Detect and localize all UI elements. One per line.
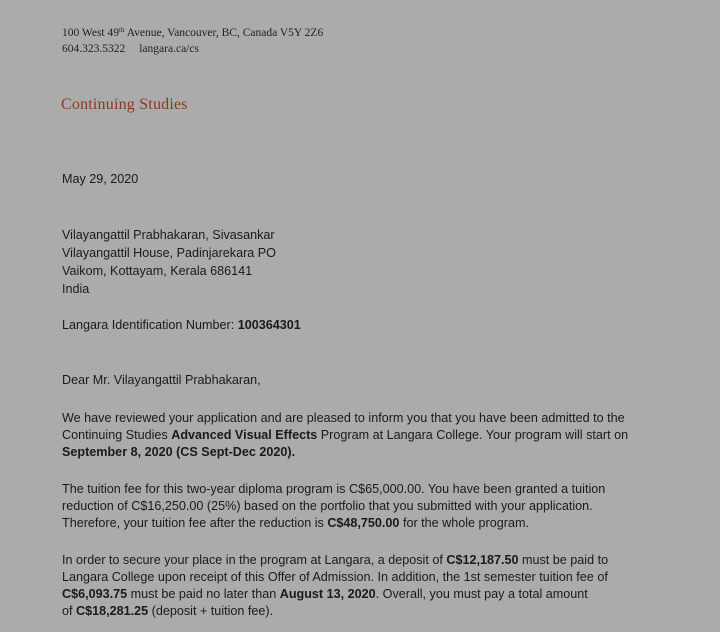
admission-paragraph: We have reviewed your application and are pleased to inform you that you have been admitted to the Continuing Studies Advanced Visual Effects Program at Langara College. Your program will start on September 8, 2020 (CS Sept-Dec 2020). xyxy=(62,411,629,459)
letterhead-website: langara.ca/cs xyxy=(139,43,199,55)
department-name: Continuing Studies xyxy=(61,96,188,113)
salutation: Dear Mr. Vilayangattil Prabhakaran, xyxy=(62,373,261,387)
tuition-paragraph: The tuition fee for this two-year diploma program is C$65,000.00. You have been granted a tuition reduction of C$16,250.00 (25%) based on the portfolio that you submitted with your application. Therefore, your tuition fee after the reduction is C$48,750.00 for the whole program. xyxy=(62,482,606,530)
recipient-country: India xyxy=(62,282,90,296)
letter-date: May 29, 2020 xyxy=(62,172,139,186)
recipient-name: Vilayangattil Prabhakaran, Sivasankar xyxy=(62,228,275,242)
recipient-address-line: Vaikom, Kottayam, Kerala 686141 xyxy=(62,264,253,278)
deposit-paragraph: In order to secure your place in the program at Langara, a deposit of C$12,187.50 must be paid to Langara College upon receipt of this Offer of Admission. In addition, the 1st semester tuition fee of C$6,093.75 must be paid no later than August 13, 2020. Overall, you must pay a total amount of C$18,281.25 (deposit + tuition fee). xyxy=(62,553,609,618)
letterhead-contact xyxy=(62,43,199,55)
identification-number: Langara Identification Number: 100364301 xyxy=(62,318,301,332)
letterhead-address: 100 West 49th Avenue, Vancouver, BC, Canada V5Y 2Z6 xyxy=(62,26,324,39)
recipient-address-line: Vilayangattil House, Padinjarekara PO xyxy=(62,246,276,260)
letterhead-phone: 604.323.5322 xyxy=(62,43,126,55)
